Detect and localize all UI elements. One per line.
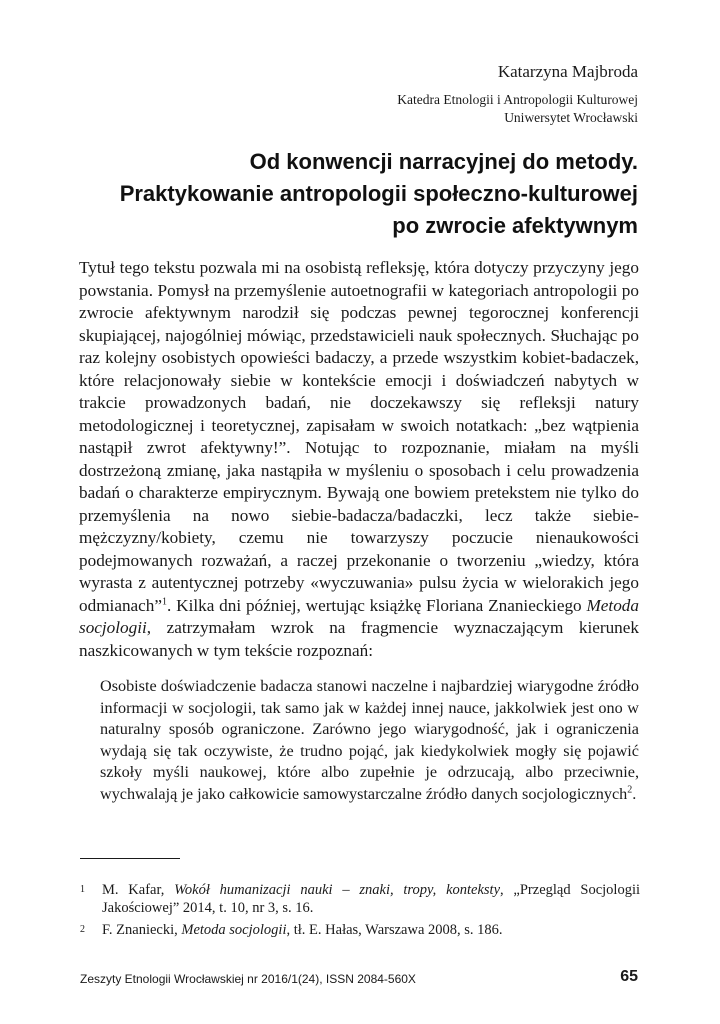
title-line-1: Od konwencji narracyjnej do metody. [249, 149, 638, 174]
affiliation-department: Katedra Etnologii i Antropologii Kulturowej [397, 92, 638, 107]
footnote-text [102, 881, 640, 917]
footnote-separator [80, 858, 180, 859]
footnote-details: , „Przegląd Socjologii Jakościowej” 2014, t. 10, nr 3, s. 16. [102, 882, 640, 916]
footnote-2 [80, 921, 640, 939]
block-quote [100, 676, 639, 805]
page-number: 65 [620, 968, 638, 985]
body-text-part-3: , zatrzymałam wzrok na fragmencie wyznaczającym kierunek naszkicowanych w tym tekście rozpoznań: [79, 618, 639, 660]
body-text-part-2: . Kilka dni później, wertując książkę Floriana Znanieckiego [167, 595, 587, 615]
footnote-author: F. Znaniecki, [102, 922, 182, 938]
footnote-number: 2 [80, 924, 85, 935]
author-name: Katarzyna Majbroda [497, 62, 638, 81]
quote-paragraph [100, 676, 639, 805]
footnote-number: 1 [80, 884, 85, 895]
body-text [79, 257, 639, 662]
footnote-text [102, 921, 640, 939]
quote-text: Osobiste doświadczenie badacza stanowi naczelne i najbardziej wiarygodne źródło informacji w socjologii, tak samo jak w każdej innej nauce, jakkolwiek jest ono w naturalny sposób ograniczone. Zarówno jego wiarygodność, jak i ograniczenia wydają się tak oczywiste, że trudno pojąć, jak kiedykolwiek mogły się pojawić szkoły myśli naukowej, które albo zupełnie je odrzucają, albo przeciwnie, wychwalają je jako całkowicie samowystarczalne źródło danych socjologicznych [100, 677, 639, 803]
footnote-details: , tł. E. Hałas, Warszawa 2008, s. 186. [286, 922, 503, 938]
affiliation-university: Uniwersytet Wrocławski [504, 110, 638, 125]
journal-info: Zeszyty Etnologii Wrocławskiej nr 2016/1(24), ISSN 2084-560X [80, 972, 416, 986]
footnote-work-title: Metoda socjologii [181, 922, 287, 938]
body-paragraph [79, 257, 639, 662]
article-title [58, 146, 638, 242]
quote-end: . [632, 784, 637, 803]
footnote-1 [80, 881, 640, 917]
title-line-3: po zwrocie afektywnym [392, 213, 638, 238]
title-line-2: Praktykowanie antropologii społeczno-kulturowej [119, 181, 638, 206]
footnote-work-title: Wokół humanizacji nauki – znaki, tropy, konteksty [174, 882, 501, 898]
author-affiliation [397, 91, 638, 127]
footnote-ref-1[interactable]: 1 [162, 595, 168, 607]
book-title: Metoda socjologii [79, 595, 639, 637]
footnote-author: M. Kafar, [102, 882, 175, 898]
body-text-part-1: Tytuł tego tekstu pozwala mi na osobistą refleksję, która dotyczy przyczyny jego powstania. Pomysł na przemyślenie autoetnografii w kategoriach antropologii po zwrocie afektywnym narodził się podczas pewnej tegorocznej konferencji skupiającej, najogólniej mówiąc, przedstawicieli nauk społecznych. Słuchając po raz kolejny osobistych opowieści badaczy, a przede wszystkim kobiet-badaczek, które relacjonowały siebie w kontekście emocji i doświadczeń nabytych w trakcie prowadzonych badań, nie doczekawszy się refleksji natury metodologicznej i teoretycznej, zapisałam w swoich notatkach: „bez wątpienia nastąpił zwrot afektywny!”. Notując to rozpoznanie, miałam na myśli dostrzeżoną zmianę, jaka nastąpiła w myśleniu o sposobach i celu prowadzenia badań o charakterze empirycznym. Bywają one bowiem pretekstem nie tylko do przemyślenia na nowo siebie-badacza/badaczki, lecz także siebie-mężczyzny/kobiety, czemu nie towarzyszy poczucie nienaukowości podejmowanych rozważań, a raczej przekonanie o tworzeniu „wiedzy, która wyrasta z autentycznej potrzeby «wyczuwania» pulsu życia w wielorakich jego odmianach” [79, 258, 639, 615]
footnote-ref-2[interactable]: 2 [627, 784, 633, 796]
